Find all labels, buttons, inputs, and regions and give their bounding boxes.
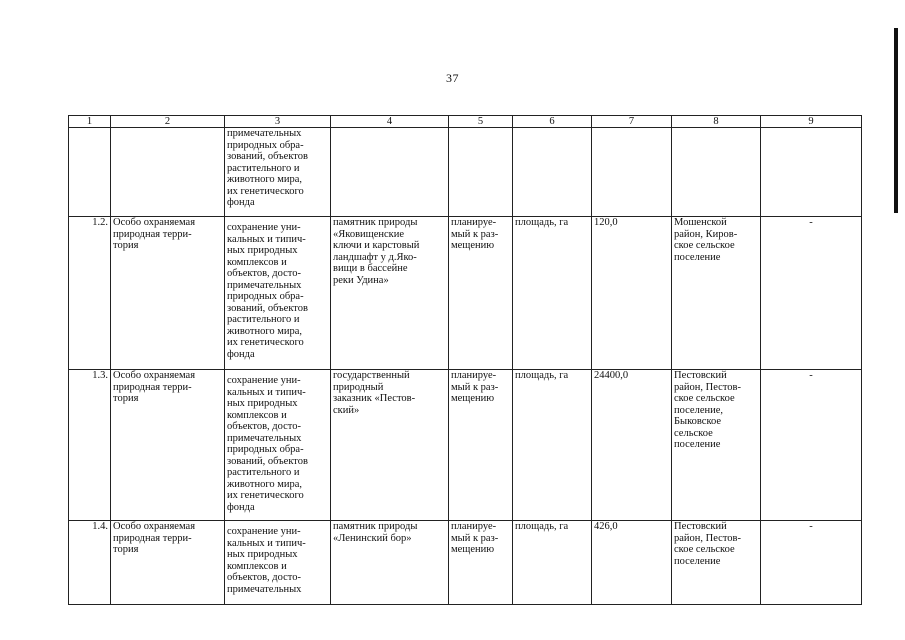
object-type: Особо охраняемая природная терри- тория: [111, 370, 225, 521]
object-status: планируе- мый к раз- мещению: [449, 370, 513, 521]
continuation-row: [69, 128, 862, 217]
cell: [513, 128, 592, 217]
row-number: 1.3.: [69, 370, 111, 521]
object-location: Пестовский район, Пестов- ское сельское поселение, Быковское сельское поселение: [672, 370, 761, 521]
cell: [672, 128, 761, 217]
continuation-purpose: примечательных природных обра- зований, объектов растительного и животного мира, их генетического фонда: [225, 128, 331, 217]
object-location: Пестовский район, Пестов- ское сельское поселение: [672, 521, 761, 605]
object-value: 24400,0: [592, 370, 672, 521]
cell: [331, 128, 449, 217]
object-zone: -: [761, 370, 862, 521]
cell: [69, 128, 111, 217]
table-row: [69, 521, 862, 605]
column-header-4: 4: [331, 116, 449, 128]
object-value: 426,0: [592, 521, 672, 605]
column-header-8: 8: [672, 116, 761, 128]
page-number: 37: [446, 71, 459, 85]
object-name: памятник природы «Яковищенские ключи и карстовый ландшафт у д.Яко- вищи в бассейне реки Удина»: [331, 217, 449, 370]
document-table: [68, 115, 862, 605]
object-name: памятник природы «Ленинский бор»: [331, 521, 449, 605]
column-header-7: 7: [592, 116, 672, 128]
header-row: [69, 116, 862, 128]
column-header-9: 9: [761, 116, 862, 128]
row-number: 1.2.: [69, 217, 111, 370]
column-header-1: 1: [69, 116, 111, 128]
cell: [592, 128, 672, 217]
object-zone: -: [761, 521, 862, 605]
column-header-2: 2: [111, 116, 225, 128]
object-purpose: сохранение уни- кальных и типич- ных природных комплексов и объектов, досто- примечательных природных обра- зований, объектов растительного и животного мира, их генетического фонда: [225, 217, 331, 370]
object-status: планируе- мый к раз- мещению: [449, 217, 513, 370]
object-characteristic: площадь, га: [513, 521, 592, 605]
cell: [449, 128, 513, 217]
table-row: [69, 217, 862, 370]
object-value: 120,0: [592, 217, 672, 370]
object-characteristic: площадь, га: [513, 217, 592, 370]
column-header-5: 5: [449, 116, 513, 128]
object-location: Мошенской район, Киров- ское сельское поселение: [672, 217, 761, 370]
object-type: Особо охраняемая природная терри- тория: [111, 217, 225, 370]
cell: [111, 128, 225, 217]
object-type: Особо охраняемая природная терри- тория: [111, 521, 225, 605]
object-zone: -: [761, 217, 862, 370]
cell: [761, 128, 862, 217]
object-name: государственный природный заказник «Пестов- ский»: [331, 370, 449, 521]
object-purpose: сохранение уни- кальных и типич- ных природных комплексов и объектов, досто- примечательных природных обра- зований, объектов растительного и животного мира, их генетического фонда: [225, 370, 331, 521]
object-status: планируе- мый к раз- мещению: [449, 521, 513, 605]
table-row: [69, 370, 862, 521]
margin-rule: [894, 28, 898, 213]
object-characteristic: площадь, га: [513, 370, 592, 521]
column-header-6: 6: [513, 116, 592, 128]
object-purpose: сохранение уни- кальных и типич- ных природных комплексов и объектов, досто- примечательных: [225, 521, 331, 605]
row-number: 1.4.: [69, 521, 111, 605]
column-header-3: 3: [225, 116, 331, 128]
